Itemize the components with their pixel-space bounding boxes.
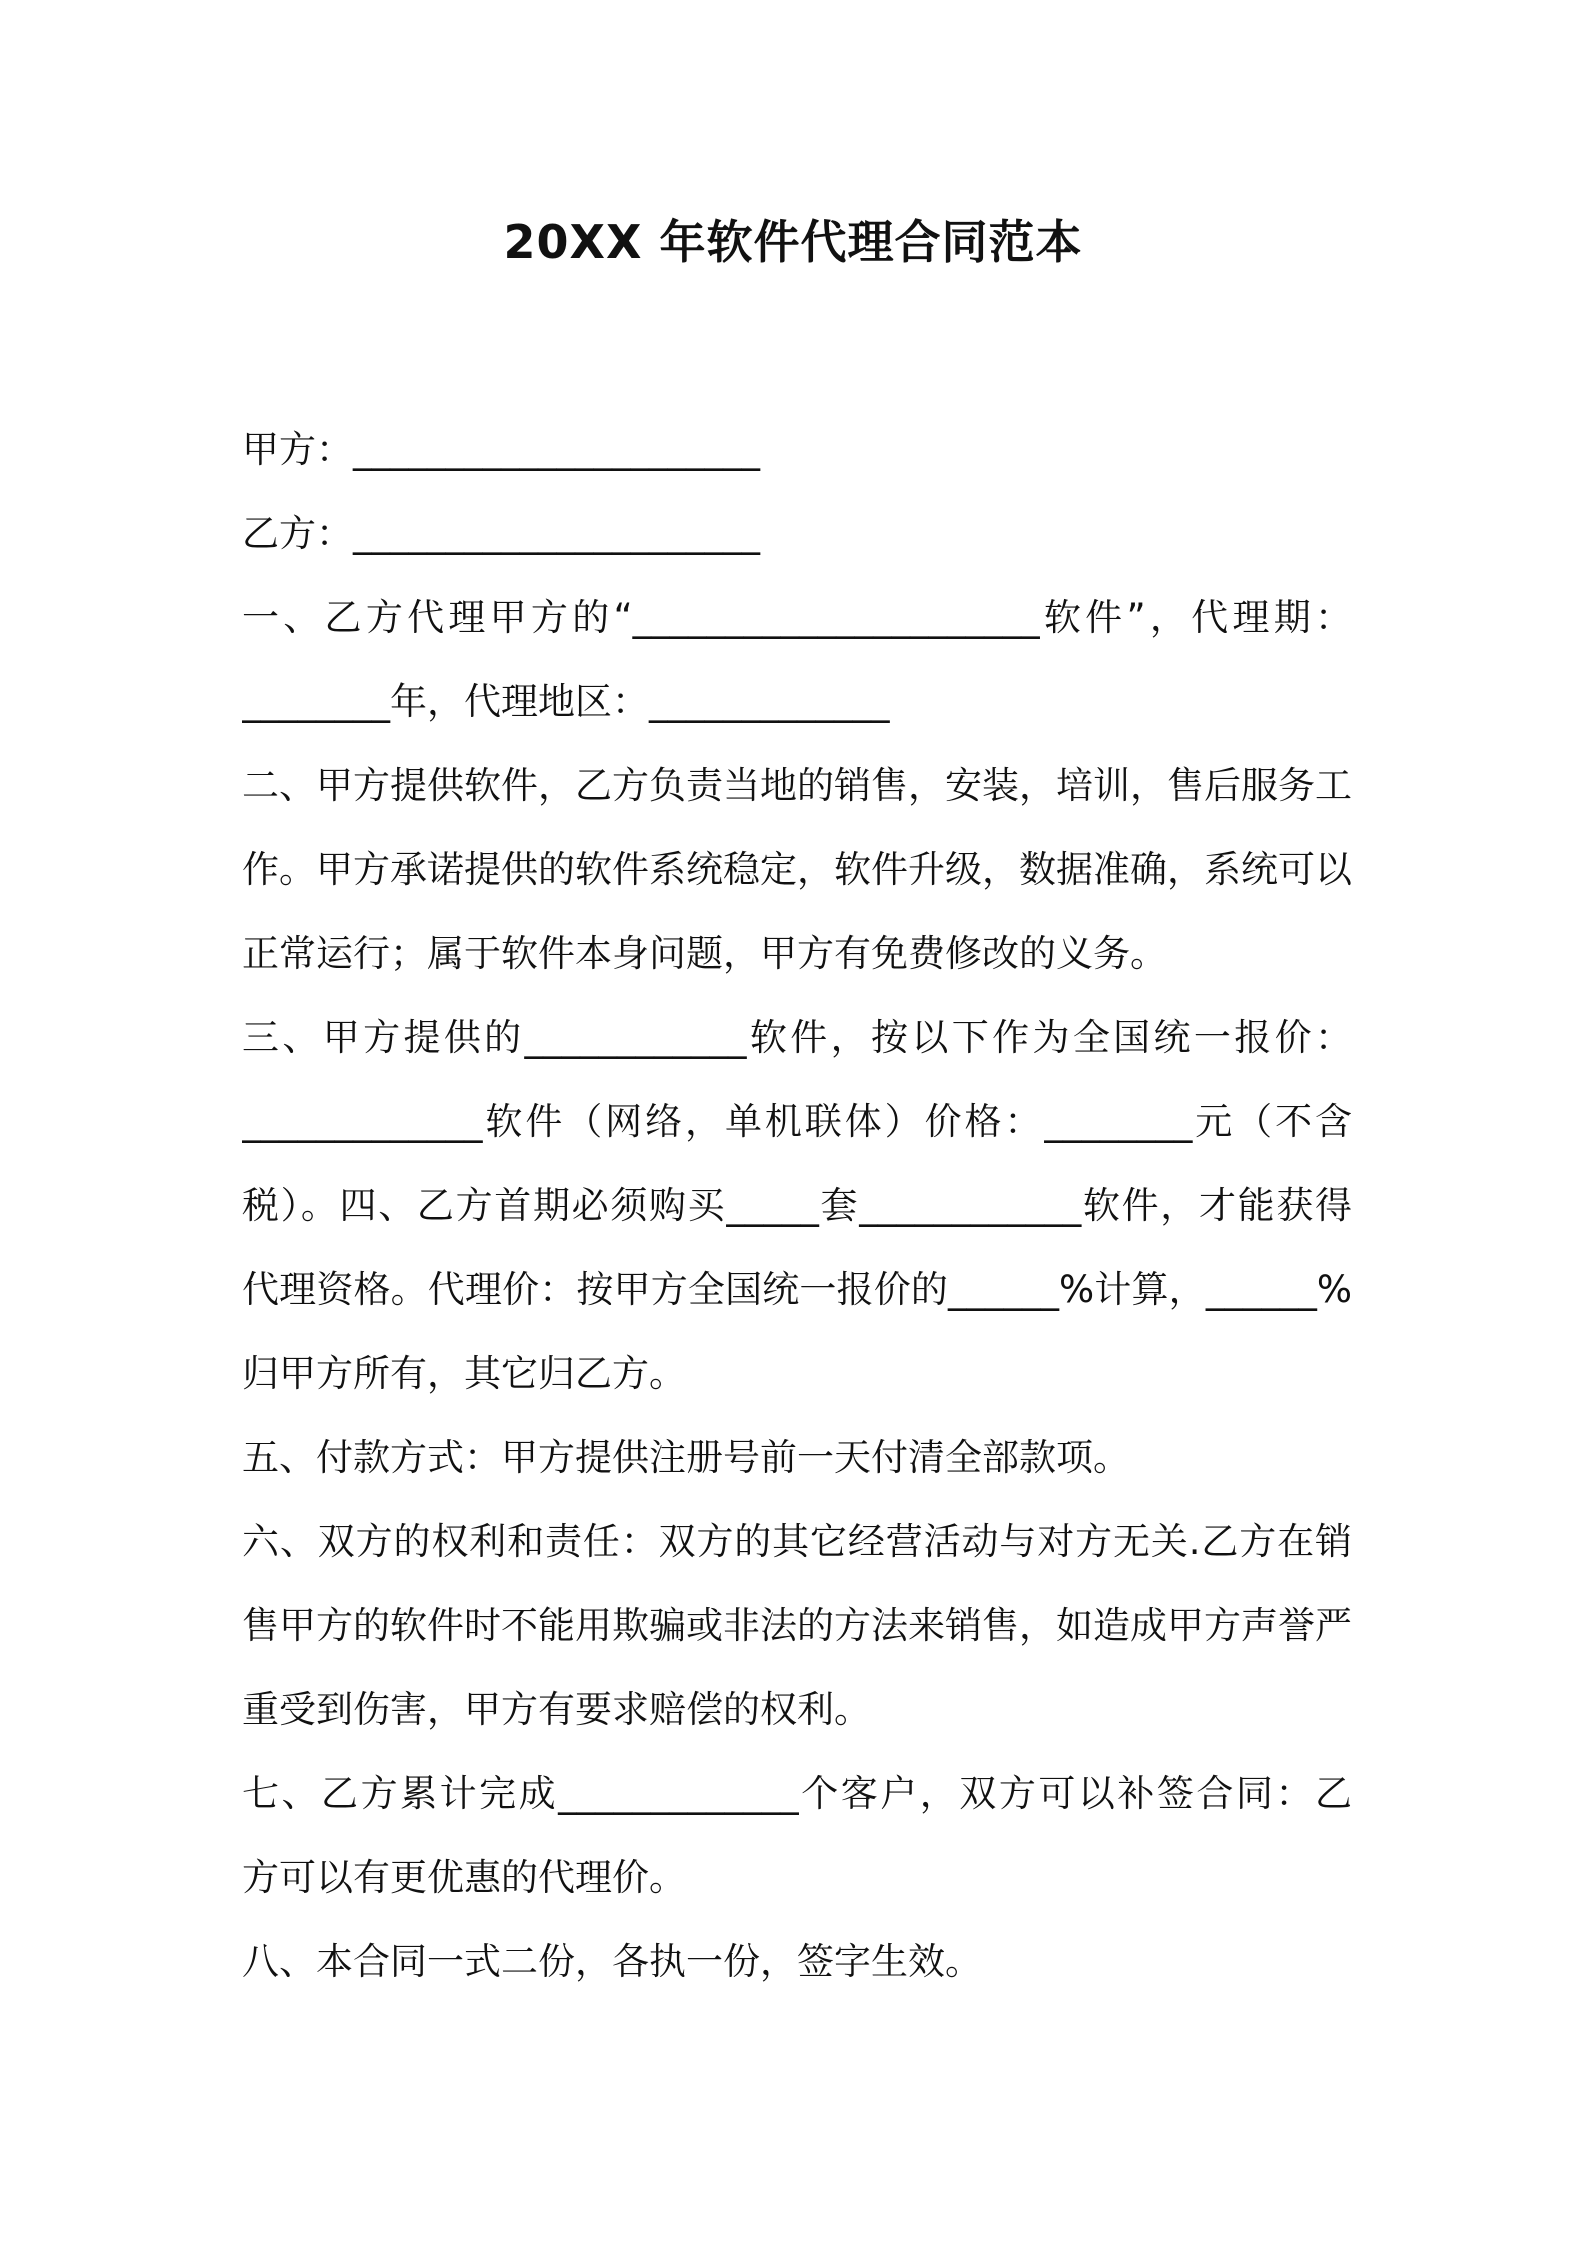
clause-1-line-1: 一、乙方代理甲方的“______________________软件”，代理期： [242,596,1352,639]
clause-4-line-1: 税）。四、乙方首期必须购买_____套____________软件，才能获得 [242,1184,1352,1227]
clause-3-line-2: _____________软件（网络，单机联体）价格：________元（不含 [242,1100,1352,1143]
clause-3-line-1: 三、甲方提供的____________软件，按以下作为全国统一报价： [242,1016,1352,1059]
clause-2-line-3: 正常运行；属于软件本身问题，甲方有免费修改的义务。 [242,932,1167,975]
clause-8-line-1: 八、本合同一式二份，各执一份，签字生效。 [242,1940,982,1983]
contract-body [242,408,1352,2004]
clause-2-line-2: 作。甲方承诺提供的软件系统稳定，软件升级，数据准确，系统可以 [242,848,1352,891]
clause-2-line-1: 二、甲方提供软件，乙方负责当地的销售，安装，培训，售后服务工 [242,764,1352,807]
clause-6-line-1: 六、双方的权利和责任：双方的其它经营活动与对方无关.乙方在销 [242,1520,1352,1563]
clause-7-line-1: 七、乙方累计完成_____________个客户，双方可以补签合同：乙 [242,1772,1352,1815]
clause-1-line-2: ________年，代理地区：_____________ [242,680,890,723]
clause-4-line-2: 代理资格。代理价：按甲方全国统一报价的______%计算，______% [242,1268,1352,1311]
document-title: 20XX 年软件代理合同范本 [503,215,1083,269]
clause-4-line-3: 归甲方所有，其它归乙方。 [242,1352,686,1395]
clause-5-line-1: 五、付款方式：甲方提供注册号前一天付清全部款项。 [242,1436,1130,1479]
party-a-line: 甲方：______________________ [242,428,760,471]
clause-6-line-2: 售甲方的软件时不能用欺骗或非法的方法来销售，如造成甲方声誉严 [242,1604,1352,1647]
party-b-line: 乙方：______________________ [242,512,760,555]
clause-7-line-2: 方可以有更优惠的代理价。 [242,1856,686,1899]
clause-6-line-3: 重受到伤害，甲方有要求赔偿的权利。 [242,1688,871,1731]
